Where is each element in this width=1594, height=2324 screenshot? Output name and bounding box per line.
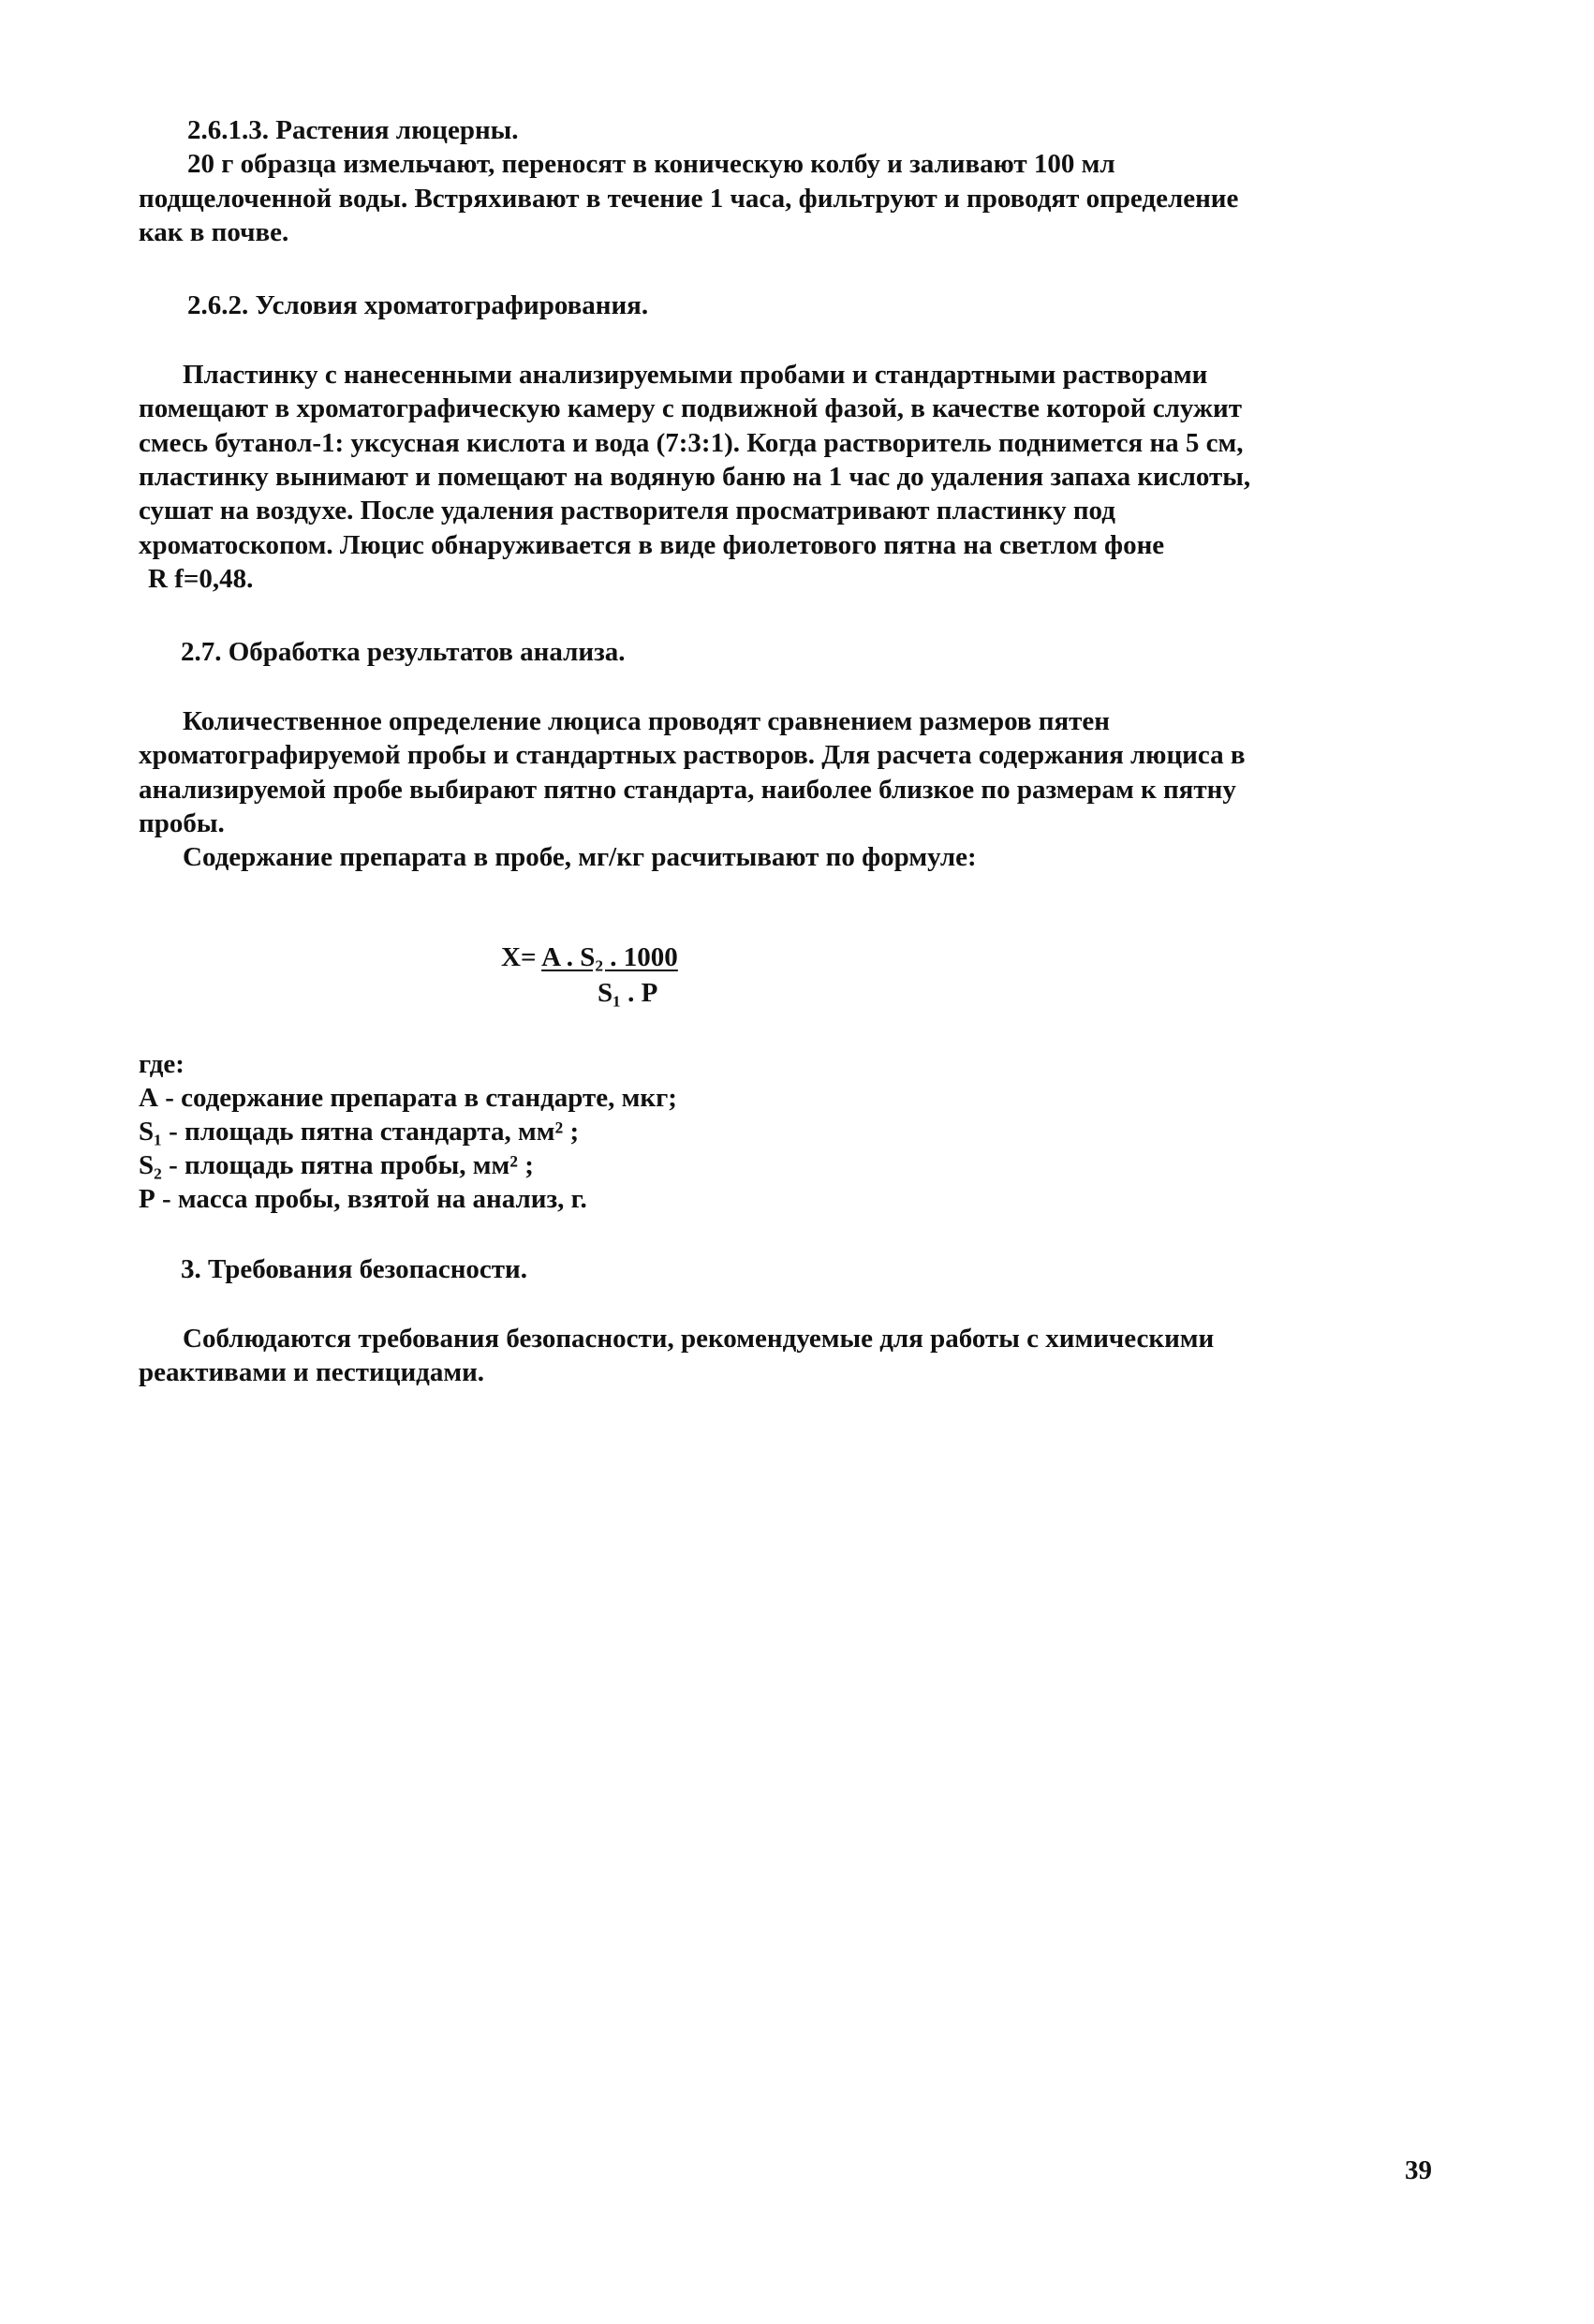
- formula-numerator-row: [501, 940, 678, 974]
- heading-2-7: 2.7. Обработка результатов анализа.: [181, 637, 626, 667]
- page-number: 39: [1405, 2155, 1432, 2185]
- paragraph-line: R f=0,48.: [148, 564, 254, 594]
- paragraph-line: хроматоскопом. Люцис обнаруживается в виде фиолетового пятна на светлом фоне: [139, 530, 1165, 560]
- paragraph-line: реактивами и пестицидами.: [139, 1357, 485, 1387]
- paragraph-line: пластинку вынимают и помещают на водяную баню на 1 час до удаления запаха кислоты,: [139, 462, 1251, 492]
- heading-2-6-2: 2.6.2. Условия хроматографирования.: [187, 290, 649, 320]
- formula-numerator: A . S₂ . 1000: [541, 942, 678, 972]
- formula-denominator: S₁ . P: [598, 978, 658, 1008]
- legend-item: S₁ - площадь пятна стандарта, мм² ;: [139, 1117, 580, 1147]
- paragraph-line: Содержание препарата в пробе, мг/кг расчитывают по формуле:: [183, 842, 977, 872]
- paragraph-line: Пластинку с нанесенными анализируемыми пробами и стандартными растворами: [183, 360, 1208, 390]
- formula-lhs: X=: [501, 942, 537, 972]
- paragraph-line: анализируемой пробе выбирают пятно стандарта, наиболее близкое по размерам к пятну: [139, 775, 1236, 805]
- paragraph-line: хроматографируемой пробы и стандартных растворов. Для расчета содержания люциса в: [139, 740, 1246, 770]
- paragraph-line: как в почве.: [139, 217, 289, 247]
- paragraph-line: 20 г образца измельчают, переносят в коническую колбу и заливают 100 мл: [187, 149, 1115, 179]
- heading-3: 3. Требования безопасности.: [181, 1254, 527, 1284]
- paragraph-line: смесь бутанол-1: уксусная кислота и вода (7:3:1). Когда растворитель поднимется на 5 см,: [139, 428, 1244, 458]
- heading-2-6-1-3: 2.6.1.3. Растения люцерны.: [187, 115, 519, 145]
- paragraph-line: пробы.: [139, 808, 225, 838]
- legend-item: А - содержание препарата в стандарте, мкг;: [139, 1083, 677, 1113]
- paragraph-line: сушат на воздухе. После удаления растворителя просматривают пластинку под: [139, 496, 1115, 525]
- paragraph-line: подщелоченной воды. Встряхивают в течение 1 часа, фильтруют и проводят определение: [139, 184, 1239, 214]
- legend-item: S₂ - площадь пятна пробы, мм² ;: [139, 1150, 534, 1180]
- paragraph-line: помещают в хроматографическую камеру с подвижной фазой, в качестве которой служит: [139, 393, 1242, 423]
- paragraph-line: Количественное определение люциса проводят сравнением размеров пятен: [183, 706, 1110, 736]
- paragraph-line: Соблюдаются требования безопасности, рекомендуемые для работы с химическими: [183, 1324, 1215, 1354]
- legend-intro: где:: [139, 1049, 184, 1079]
- legend-item: Р - масса пробы, взятой на анализ, г.: [139, 1184, 587, 1214]
